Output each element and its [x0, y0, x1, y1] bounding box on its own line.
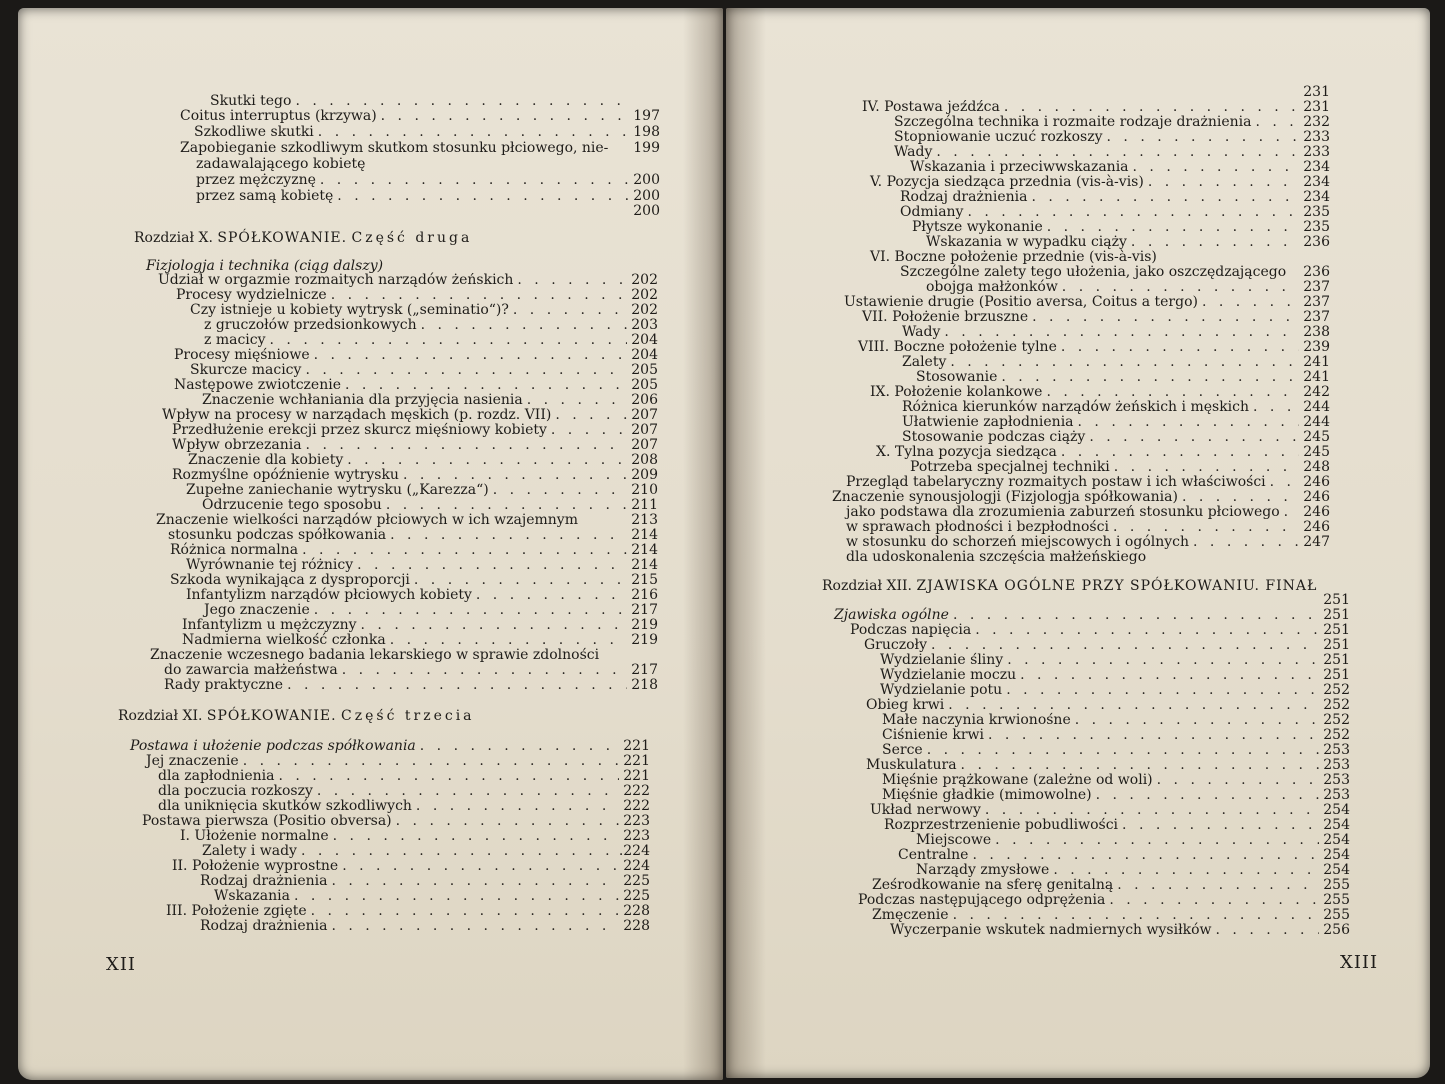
toc-entry: Postawa pierwsza (Positio obversa) . . . 223: [142, 813, 650, 829]
toc-entry: Małe naczynia krwionośne . . . 252: [882, 712, 1350, 728]
toc-entry: Wyrównanie tej różnicy . . . 214: [186, 557, 658, 573]
toc-entry: Gruczoły . . . 251: [864, 637, 1350, 653]
toc-entry: stosunku podczas spółkowania . . . 214: [168, 527, 658, 543]
toc-entry: Zalety . . . 241: [902, 354, 1330, 370]
toc-entry: Centralne . . . 254: [898, 847, 1350, 863]
toc-entry: Stosowanie podczas ciąży . . . 245: [902, 429, 1330, 445]
toc-entry: Wady . . . 238: [902, 324, 1330, 340]
toc-entry: dla poczucia rozkoszy . . . 222: [158, 783, 650, 799]
toc-entry: Znaczenie synousjologji (Fizjologja spółkowania) . . . 246: [832, 489, 1330, 505]
toc-entry: Mięśnie prążkowane (zależne od woli) . . . 253: [882, 772, 1350, 788]
toc-entry: Znaczenie wielkości narządów płciowych w ich wzajemnym 213: [156, 512, 658, 528]
toc-entry: Odrzucenie tego sposobu . . . 211: [202, 497, 658, 513]
left-page: [18, 8, 723, 1080]
toc-entry: Zalety i wady . . . .224: [202, 843, 650, 859]
toc-entry: Wyczerpanie wskutek nadmiernych wysiłków . . . 256: [890, 922, 1350, 938]
toc-entry: I. Ułożenie normalne . . . 223: [180, 828, 650, 844]
toc-entry: Fizjologja i technika (ciąg dalszy): [146, 258, 384, 274]
toc-entry: Wpływ na procesy w narządach męskich (p. rozdz. VII) . . . 207: [162, 407, 658, 423]
toc-entry: Mięśnie gładkie (mimowolne) . . . 253: [882, 787, 1350, 803]
toc-entry: Rodzaj drażnienia . . . 234: [900, 189, 1330, 205]
toc-entry: Rady praktyczne . . . 218: [164, 677, 658, 693]
toc-entry: Podczas napięcia . . . 251: [850, 622, 1350, 638]
toc-entry: Wydzielanie śliny . . . 251: [880, 652, 1350, 668]
toc-entry: 251: [1323, 592, 1350, 608]
toc-entry: Przegląd tabelaryczny rozmaitych postaw i ich właściwości . . . 246: [846, 474, 1330, 490]
toc-entry: Skutki tego . . .: [210, 93, 650, 109]
toc-entry: przez mężczyznę . . . 200: [196, 172, 660, 188]
toc-entry: V. Pozycja siedząca przednia (vis-à-vis) . . . 234: [870, 174, 1330, 190]
toc-entry: VII. Położenie brzuszne . . . 237: [862, 309, 1330, 325]
toc-entry: Coitus interruptus (krzywa) . . . 197: [180, 108, 660, 124]
toc-entry: Znaczenie dla kobiety . . . 208: [188, 452, 658, 468]
toc-entry: dla uniknięcia skutków szkodliwych . . . 222: [158, 798, 650, 814]
toc-entry: Procesy wydzielnicze . . . 202: [176, 287, 658, 303]
toc-entry: obojga małżonków . . . 237: [926, 279, 1330, 295]
toc-entry: IX. Położenie kolankowe . . . 242: [870, 384, 1330, 400]
toc-entry: Szkodliwe skutki . . . 198: [194, 124, 660, 140]
toc-entry: Zapobieganie szkodliwym skutkom stosunku płciowego, nie- 199: [180, 140, 660, 156]
toc-entry: Zupełne zaniechanie wytrysku („Karezza“) . . . 210: [186, 482, 658, 498]
toc-entry: Różnica normalna . . . 214: [170, 542, 658, 558]
toc-entry: Szczególne zalety tego ułożenia, jako oszczędzającego 236: [900, 264, 1330, 280]
toc-entry: Czy istnieje u kobiety wytrysk („seminatio“)? . . . 202: [190, 302, 658, 318]
toc-entry: zadawalającego kobietę: [196, 156, 366, 172]
toc-entry: Jej znaczenie . . . 221: [146, 753, 650, 769]
toc-entry: Płytsze wykonanie . . . 235: [912, 219, 1330, 235]
toc-entry: Stosowanie . . . 241: [916, 369, 1330, 385]
toc-entry: Miejscowe . . . 254: [916, 832, 1350, 848]
toc-entry: Ustawienie drugie (Positio aversa, Coitus a tergo) . . . 237: [844, 294, 1330, 310]
left-toc: [18, 8, 723, 1080]
toc-entry: Przedłużenie erekcji przez skurcz mięśniowy kobiety . . . 207: [172, 422, 658, 438]
toc-entry: VI. Boczne położenie przednie (vis-à-vis): [870, 249, 1157, 265]
toc-entry: w stosunku do schorzeń miejscowych i ogólnych . . . 247: [846, 534, 1330, 550]
toc-entry: Rodzaj drażnienia . . . 228: [200, 918, 650, 934]
toc-entry: Szkoda wynikająca z dysproporcji . . . 215: [170, 572, 658, 588]
toc-entry: Znaczenie wchłaniania dla przyjęcia nasienia . . . 206: [202, 392, 658, 408]
toc-entry: jako podstawa dla zrozumienia zaburzeń stosunku płciowego . . . 246: [846, 504, 1330, 520]
toc-entry: III. Położenie zgięte . . . 228: [166, 903, 650, 919]
toc-entry: VIII. Boczne położenie tylne . . . 239: [858, 339, 1330, 355]
toc-entry: Rozprzestrzenienie pobudliwości . . . 254: [884, 817, 1350, 833]
toc-entry: Zmęczenie . . . 255: [872, 907, 1350, 923]
toc-entry: Znaczenie wczesnego badania lekarskiego w sprawie zdolności: [150, 647, 600, 663]
toc-entry: Ułatwienie zapłodnienia . . . 244: [902, 414, 1330, 430]
toc-entry: Rodzaj drażnienia . . . 225: [200, 873, 650, 889]
toc-entry: X. Tylna pozycja siedząca . . . 245: [876, 444, 1330, 460]
toc-entry: Udział w orgazmie rozmaitych narządów żeńskich . . . 202: [158, 272, 658, 288]
toc-entry: Potrzeba specjalnej techniki . . . 248: [910, 459, 1330, 475]
toc-entry: Narządy zmysłowe . . . 254: [916, 862, 1350, 878]
toc-entry: II. Położenie wyprostne . . . 224: [172, 858, 650, 874]
toc-entry: Serce . . . 253: [882, 742, 1350, 758]
toc-entry: Wskazania w wypadku ciąży . . . 236: [926, 234, 1330, 250]
toc-entry: IV. Postawa jeźdźca . . . 231: [862, 99, 1330, 115]
toc-entry: Podczas następującego odprężenia . . . 255: [858, 892, 1350, 908]
toc-entry: Wydzielanie moczu . . . 251: [880, 667, 1350, 683]
toc-entry: w sprawach płodności i bezpłodności . . . 246: [846, 519, 1330, 535]
toc-entry: Następowe zwiotczenie . . . 205: [174, 377, 658, 393]
toc-entry: Wydzielanie potu . . . 252: [880, 682, 1350, 698]
toc-entry: 231: [1303, 84, 1330, 100]
chapter-heading-xii: Rozdział XII. ZJAWISKA OGÓLNE PRZY SPÓŁKOWANIU. FINAŁ: [822, 578, 1318, 594]
toc-entry: do zawarcia małżeństwa . . . 217: [164, 662, 658, 678]
toc-entry: z gruczołów przedsionkowych . . . 203: [204, 317, 658, 333]
toc-entry: Infantylizm u mężczyzny . . . 219: [182, 617, 658, 633]
toc-entry: dla udoskonalenia szczęścia małżeńskiego: [846, 549, 1147, 565]
toc-entry: Procesy mięśniowe . . . 204: [174, 347, 658, 363]
toc-entry: przez samą kobietę . . . 200: [196, 188, 660, 204]
toc-entry: Postawa i ułożenie podczas spółkowania . . . 221: [130, 738, 650, 754]
chapter-heading-xi: Rozdział XI. SPÓŁKOWANIE. Część trzecia: [118, 708, 475, 724]
toc-entry: Jego znaczenie . . . 217: [204, 602, 658, 618]
toc-entry: Zjawiska ogólne . . . 251: [834, 607, 1350, 623]
toc-entry: Wpływ obrzezania . . . 207: [172, 437, 658, 453]
toc-entry: z macicy . . . 204: [204, 332, 658, 348]
toc-entry: Skurcze macicy . . . 205: [190, 362, 658, 378]
page-number: XIII: [1340, 952, 1379, 973]
chapter-heading-x: Rozdział X. SPÓŁKOWANIE. Część druga: [134, 230, 473, 246]
toc-entry: dla zapłodnienia . . . 221: [158, 768, 650, 784]
toc-entry: Obieg krwi . . . 252: [866, 697, 1350, 713]
toc-entry: Stopniowanie uczuć rozkoszy . . . 233: [894, 129, 1330, 145]
page-number: XII: [106, 954, 137, 975]
toc-entry: Wady . . . 233: [894, 144, 1330, 160]
right-toc: [726, 8, 1430, 1078]
toc-entry: Ciśnienie krwi . . . 252: [882, 727, 1350, 743]
toc-entry: Wskazania i przeciwwskazania . . . 234: [910, 159, 1330, 175]
toc-entry: Ześrodkowanie na sferę genitalną . . . 255: [872, 877, 1350, 893]
toc-entry: Szczególna technika i rozmaite rodzaje drażnienia . . . 232: [894, 114, 1330, 130]
toc-entry: Muskulatura . . . 253: [866, 757, 1350, 773]
toc-entry: Odmiany . . . 235: [900, 204, 1330, 220]
right-page: [726, 8, 1430, 1078]
toc-entry: Różnica kierunków narządów żeńskich i męskich . . . 244: [902, 399, 1330, 415]
toc-entry: 200: [633, 203, 660, 219]
toc-entry: Układ nerwowy . . . 254: [870, 802, 1350, 818]
toc-entry: Infantylizm narządów płciowych kobiety . . . 216: [186, 587, 658, 603]
toc-entry: Rozmyślne opóźnienie wytrysku . . . 209: [172, 467, 658, 483]
toc-entry: Wskazania . . . 225: [214, 888, 650, 904]
toc-entry: Nadmierna wielkość członka . . . 219: [182, 632, 658, 648]
